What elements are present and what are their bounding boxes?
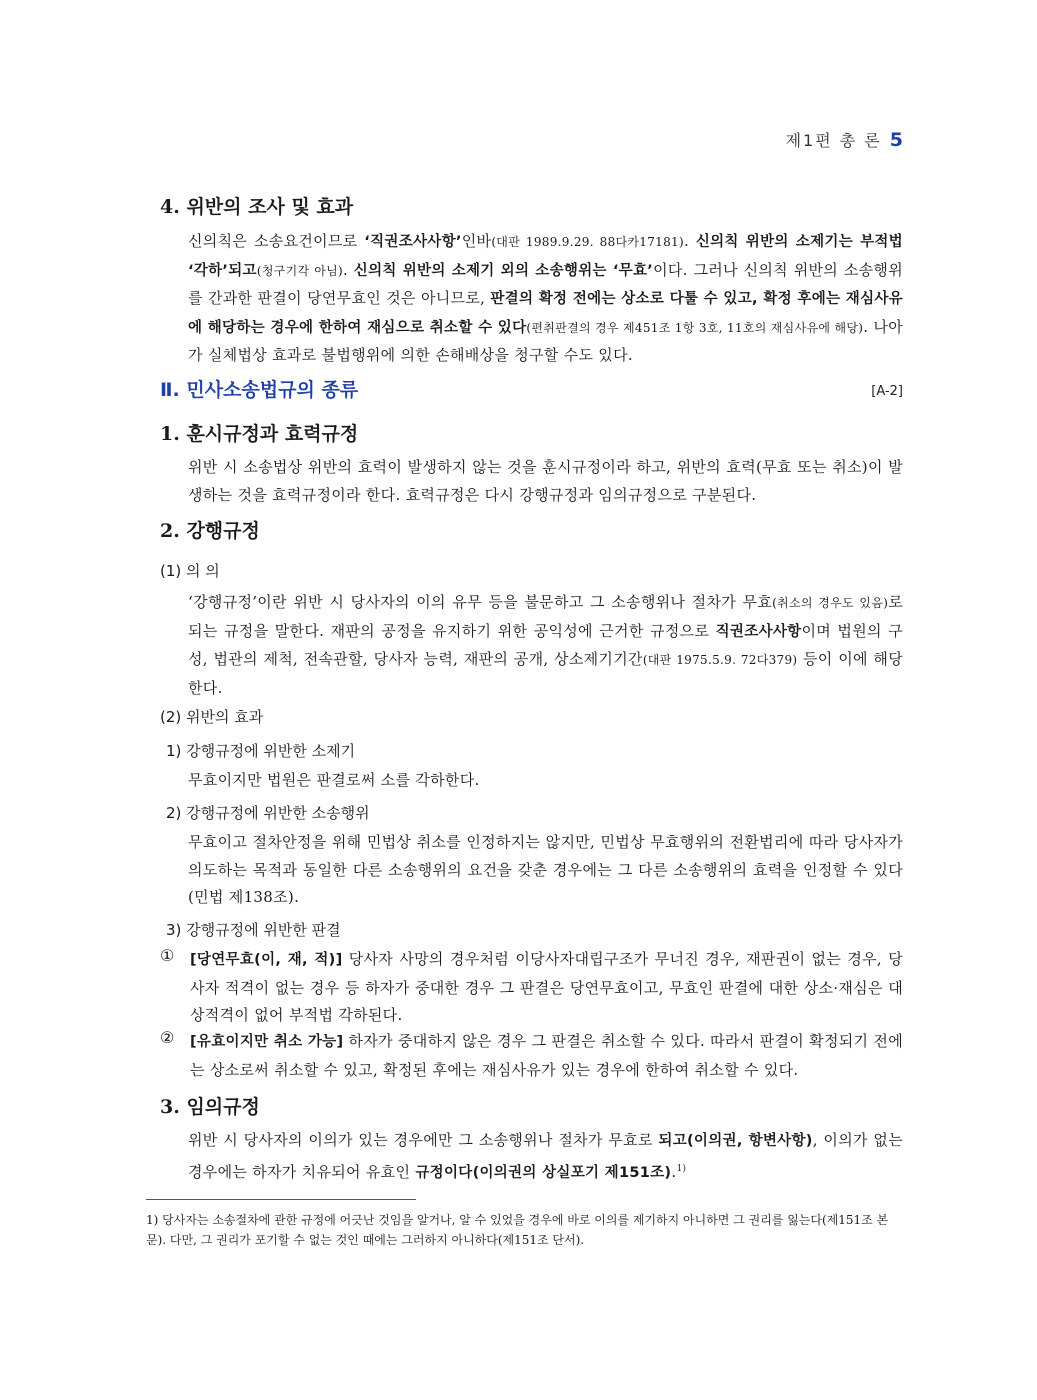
text-run: 로 되는 규정을 말한다. 재판의 공정을 유지하기 위한 공익성에 근거한 규정으로	[188, 593, 903, 640]
section-2-heading: 2. 강행규정	[160, 520, 260, 542]
section-ii-heading	[160, 376, 903, 404]
text-run: 신의칙은 소송요건이므로	[188, 232, 365, 250]
text-run: 등이 이에 해당한다.	[188, 650, 903, 697]
item-2-2-2	[166, 801, 903, 912]
note: (청구기각 아님)	[256, 263, 343, 278]
text-run: 하자가 중대하지 않은 경우 그 판결은 취소할 수 있다. 따라서 판결이 확정되기 전에는 상소로써 취소할 수 있고, 확정된 후에는 재심사유가 있는 경우에 한하여 취소할 수 있다.	[190, 1032, 904, 1079]
circled-marker: ①	[160, 946, 175, 965]
text-run: 이다. 그러나 신의칙 위반의 소송행위를 간과한 판결이 당연무효인 것은 아니므로,	[188, 260, 903, 307]
bold-run: 신의칙 위반의 소제기는 부적법 ‘각하’되고	[188, 234, 903, 279]
footnote-ref[interactable]: 1)	[676, 1163, 687, 1174]
text-run: .	[683, 232, 696, 250]
citation: (대판 1975.5.9. 72다379)	[642, 653, 798, 667]
bold-run: [당연무효(이, 재, 적)]	[190, 952, 343, 968]
item-2-2-1-body: 무효이지만 법원은 판결로써 소를 각하한다.	[188, 771, 480, 789]
text-run: ‘강행규정’이란 위반 시 당사자의 이의 유무 등을 불문하고 그 소송행위나 절차가 무효	[188, 593, 773, 611]
bold-run: 되고(이의권, 항변사항)	[658, 1133, 813, 1149]
circled-item-1	[160, 946, 903, 1030]
bold-run: [유효이지만 취소 가능]	[190, 1034, 344, 1050]
text-run: .	[342, 260, 354, 279]
section-1-body: 위반 시 소송법상 위반의 효력이 발생하지 않는 것을 훈시규정이라 하고, 위반의 효력(무효 또는 취소)이 발생하는 것을 효력규정이라 한다. 효력규정은 다시 강행규정과 임의규정으로 구분된다.	[188, 458, 903, 504]
circled-item-2-text	[190, 1028, 903, 1084]
text-run: 당사자 사망의 경우처럼 이당사자대립구조가 무너진 경우, 재판권이 없는 경우, 당사자 적격이 없는 경우 등 하자가 중대한 경우 그 판결은 당연무효이고, 무효인 판결에 대한 상소·재심은 대상적격이 없어 부적법 각하된다.	[190, 950, 904, 1024]
text-run: 이며 법원의 구성, 법관의 제척, 전속관할, 당사자 능력, 재판의 공개, 상소제기기간	[188, 621, 903, 668]
footnote-divider	[146, 1199, 416, 1200]
section-ii-title: Ⅱ. 민사소송법규의 종류	[160, 379, 359, 401]
circled-item-1-text	[190, 946, 903, 1030]
item-2-2-1-heading: 1) 강행규정에 위반한 소제기	[166, 742, 356, 760]
section-1	[160, 420, 903, 509]
bold-run: ‘직권조사사항’	[364, 234, 462, 250]
running-title: 제1편 총 론	[785, 131, 882, 150]
bold-run: 신의칙 위반의 소제기 외의 소송행위는 ‘무효’	[353, 262, 654, 279]
section-1-heading: 1. 훈시규정과 효력규정	[160, 423, 359, 445]
subsection-2-1	[160, 559, 903, 702]
item-2-2-2-body: 무효이고 절차안정을 위해 민법상 취소를 인정하지는 않지만, 민법상 무효행위의 전환법리에 따라 당사자가 의도하는 목적과 동일한 다른 소송행위의 요건을 갖춘 경우에는 그 다른 소송행위의 효력을 인정할 수 있다(민법 제138조).	[188, 833, 903, 906]
bold-run: 판결의 확정 전에는 상소로 다툴 수 있고, 확정 후에는 재심사유에 해당하는 경우에 한하여 재심으로 취소할 수 있다	[188, 291, 903, 336]
footnote-1: 1) 당사자는 소송절차에 관한 규정에 어긋난 것임을 알거나, 알 수 있었을 경우에 바로 이의를 제기하지 아니하면 그 권리를 잃는다(제151조 본문). 다만, 그 권리가 포기할 수 없는 것인 때에는 그러하지 아니하다(제151조 단서).	[146, 1213, 889, 1247]
bold-run: 규정이다(이의권의 상실포기 제151조)	[415, 1164, 672, 1181]
section-3-heading: 3. 임의규정	[160, 1096, 260, 1118]
subsection-2-2	[160, 705, 903, 729]
citation: (대판 1989.9.29. 88다카17181)	[491, 235, 684, 249]
note: (편취판결의 경우 제451조 1항 3호, 11호의 재심사유에 해당)	[526, 320, 864, 335]
text-run: .	[671, 1162, 677, 1181]
text-run: 인바	[461, 232, 492, 250]
text-run: 위반 시 당사자의 이의가 있는 경우에만 그 소송행위나 절차가 무효로	[188, 1131, 659, 1149]
subsection-2-2-heading: (2) 위반의 효과	[160, 708, 264, 726]
bold-run: 직권조사사항	[715, 623, 802, 640]
page-number: 5	[889, 129, 903, 151]
item-2-2-2-heading: 2) 강행규정에 위반한 소송행위	[166, 804, 370, 822]
text-run: , 이의가 없는 경우에는 하자가 치유되어 유효인	[188, 1131, 904, 1181]
note: (취소의 경우도 있음)	[772, 596, 889, 610]
item-2-2-3-heading: 3) 강행규정에 위반한 판결	[166, 921, 341, 939]
section-4-body	[188, 228, 903, 370]
item-2-2-3	[166, 918, 903, 942]
running-head	[786, 128, 903, 151]
text-run: . 나아가 실체법상 효과로 불법행위에 의한 손해배상을 청구할 수도 있다.	[188, 317, 904, 364]
section-tag: [A-2]	[871, 384, 903, 399]
circled-marker: ②	[160, 1028, 175, 1047]
subsection-2-1-heading: (1) 의 의	[160, 562, 220, 580]
section-3	[160, 1093, 903, 1187]
circled-item-2	[160, 1028, 903, 1084]
section-4-heading: 4. 위반의 조사 및 효과	[160, 196, 354, 218]
section-2	[160, 517, 903, 545]
item-2-2-1	[166, 739, 903, 795]
section-3-body	[188, 1127, 903, 1187]
subsection-2-1-body	[188, 589, 903, 702]
section-4	[160, 193, 903, 370]
